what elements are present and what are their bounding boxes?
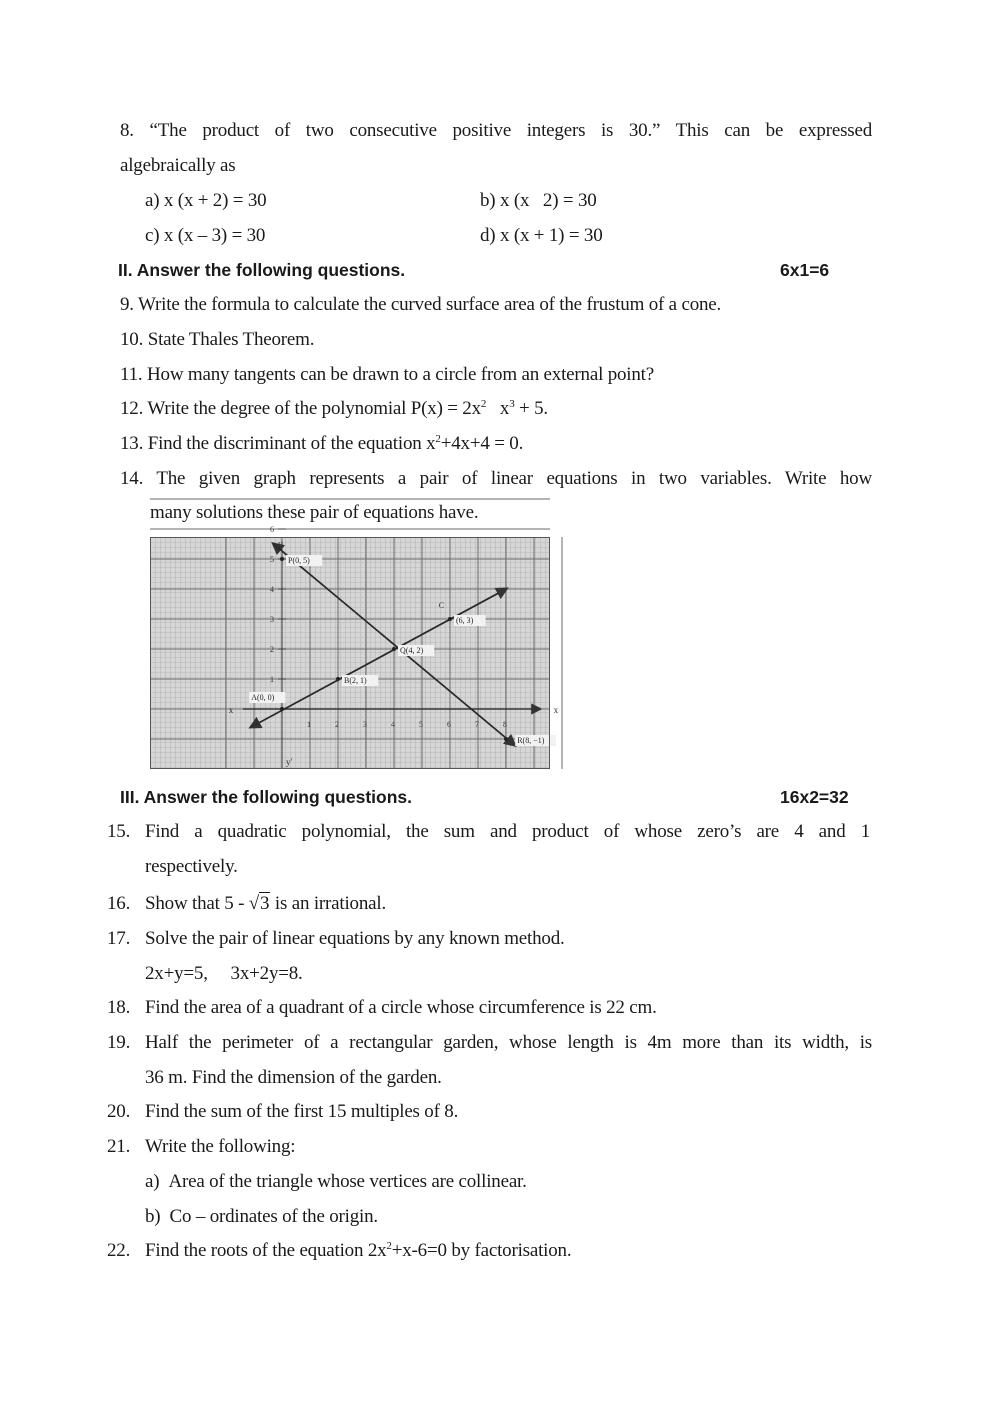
q12-text-mid: x xyxy=(486,398,510,419)
q14-line2: many solutions these pair of equations have. xyxy=(150,502,479,523)
q11: 11. How many tangents can be drawn to a circle from an external point? xyxy=(120,364,654,385)
q17-line1: Solve the pair of linear equations by any known method. xyxy=(145,928,565,949)
q8-option-c: c) x (x – 3) = 30 xyxy=(145,225,266,246)
x-tick-label: 8 xyxy=(503,720,507,729)
q12-sup1: 2 xyxy=(480,398,487,410)
q19-line1: Half the perimeter of a rectangular garden, whose length is 4m more than its width, is xyxy=(145,1032,872,1053)
q17-equations: 2x+y=5, 3x+2y=8. xyxy=(145,963,303,984)
x-tick-label: 6 xyxy=(447,720,451,729)
graph-point xyxy=(504,737,508,741)
q21: Write the following: xyxy=(145,1136,296,1157)
y-axis-label: y xyxy=(278,539,283,549)
graph-fine-grid xyxy=(150,537,550,769)
q8-line2: algebraically as xyxy=(120,155,236,176)
q22 xyxy=(145,1240,571,1262)
x-tick-label: 7 xyxy=(475,720,479,729)
graph-point xyxy=(280,707,284,711)
section2-title: II. Answer the following questions. xyxy=(118,260,406,280)
x-axis-label: x xyxy=(553,705,559,715)
q21-part-a: a) Area of the triangle whose vertices are collinear. xyxy=(145,1171,527,1192)
q22-number: 22. xyxy=(107,1240,131,1261)
q14-line1: 14. The given graph represents a pair of linear equations in two variables. Write how xyxy=(120,468,872,489)
point-label: (6, 3) xyxy=(456,616,474,625)
q13-sup: 2 xyxy=(435,433,441,445)
q13-text-pre: 13. Find the discriminant of the equation x xyxy=(120,433,436,454)
point-label: Q(4, 2) xyxy=(400,646,424,655)
q13-text-post: +4x+4 = 0. xyxy=(440,433,524,454)
q16-text-post: is an irrational. xyxy=(270,893,387,914)
graph-point xyxy=(392,647,396,651)
q12-text-pre: 12. Write the degree of the polynomial P(x) = 2x xyxy=(120,398,481,419)
x-tick-label: 4 xyxy=(391,720,395,729)
section3-title: III. Answer the following questions. xyxy=(120,787,413,807)
x-tick-label: 5 xyxy=(419,720,423,729)
graph-svg xyxy=(150,525,559,769)
q8-line1: 8. “The product of two consecutive positive integers is 30.” This can be expressed xyxy=(120,120,872,141)
point-label: A(0, 0) xyxy=(251,693,275,702)
q16 xyxy=(145,893,386,915)
x-axis-label-left: x xyxy=(228,705,234,715)
q20: Find the sum of the first 15 multiples of 8. xyxy=(145,1101,459,1122)
x-tick-label: 2 xyxy=(335,720,339,729)
q16-text-pre: Show that 5 - √ xyxy=(145,893,260,914)
q10: 10. State Thales Theorem. xyxy=(120,329,315,350)
q21-number: 21. xyxy=(107,1136,131,1157)
section3-marks: 16x2=32 xyxy=(780,787,849,807)
y-tick-label: 2 xyxy=(270,645,274,654)
q18-number: 18. xyxy=(107,997,131,1018)
linear-equations-graph xyxy=(150,525,559,769)
y-tick-label: 1 xyxy=(270,675,274,684)
q15-line2: respectively. xyxy=(145,856,238,877)
q22-text-pre: Find the roots of the equation 2x xyxy=(145,1240,387,1261)
q15-number: 15. xyxy=(107,821,131,842)
y-axis-label-bottom: y' xyxy=(286,757,293,767)
x-tick-label: 1 xyxy=(307,720,311,729)
q18: Find the area of a quadrant of a circle whose circumference is 22 cm. xyxy=(145,997,657,1018)
y-tick-label: 3 xyxy=(270,615,274,624)
graph-point xyxy=(448,617,452,621)
q19-line2: 36 m. Find the dimension of the garden. xyxy=(145,1067,442,1088)
point-label: R(8, −1) xyxy=(517,736,545,745)
q12 xyxy=(120,398,548,420)
q19-number: 19. xyxy=(107,1032,131,1053)
graph-point xyxy=(280,557,284,561)
y-tick-label: 4 xyxy=(270,585,274,594)
q22-sup: 2 xyxy=(386,1240,392,1252)
point-label: P(0, 5) xyxy=(288,556,310,565)
q8-option-d: d) x (x + 1) = 30 xyxy=(480,225,603,246)
q9: 9. Write the formula to calculate the curved surface area of the frustum of a cone. xyxy=(120,294,722,315)
x-tick-label: 3 xyxy=(363,720,367,729)
section2-marks: 6x1=6 xyxy=(780,260,830,280)
q12-sup2: 3 xyxy=(509,398,515,410)
y-tick-label: 5 xyxy=(270,555,274,564)
q20-number: 20. xyxy=(107,1101,131,1122)
line-end-label: C xyxy=(438,601,445,610)
q21-part-b: b) Co – ordinates of the origin. xyxy=(145,1206,378,1227)
q15-line1: Find a quadratic polynomial, the sum and product of whose zero’s are 4 and 1 xyxy=(145,821,870,842)
point-label: B(2, 1) xyxy=(344,676,367,685)
q16-radicand: 3 xyxy=(260,893,270,914)
q17-number: 17. xyxy=(107,928,131,949)
q22-text-post: +x-6=0 by factorisation. xyxy=(391,1240,572,1261)
q13 xyxy=(120,433,523,455)
q8-option-b: b) x (x 2) = 30 xyxy=(480,190,597,211)
q8-option-a: a) x (x + 2) = 30 xyxy=(145,190,267,211)
q12-text-post: + 5. xyxy=(514,398,548,419)
graph-point xyxy=(336,677,340,681)
y-tick-label: 6 xyxy=(270,525,274,534)
q16-number: 16. xyxy=(107,893,131,914)
